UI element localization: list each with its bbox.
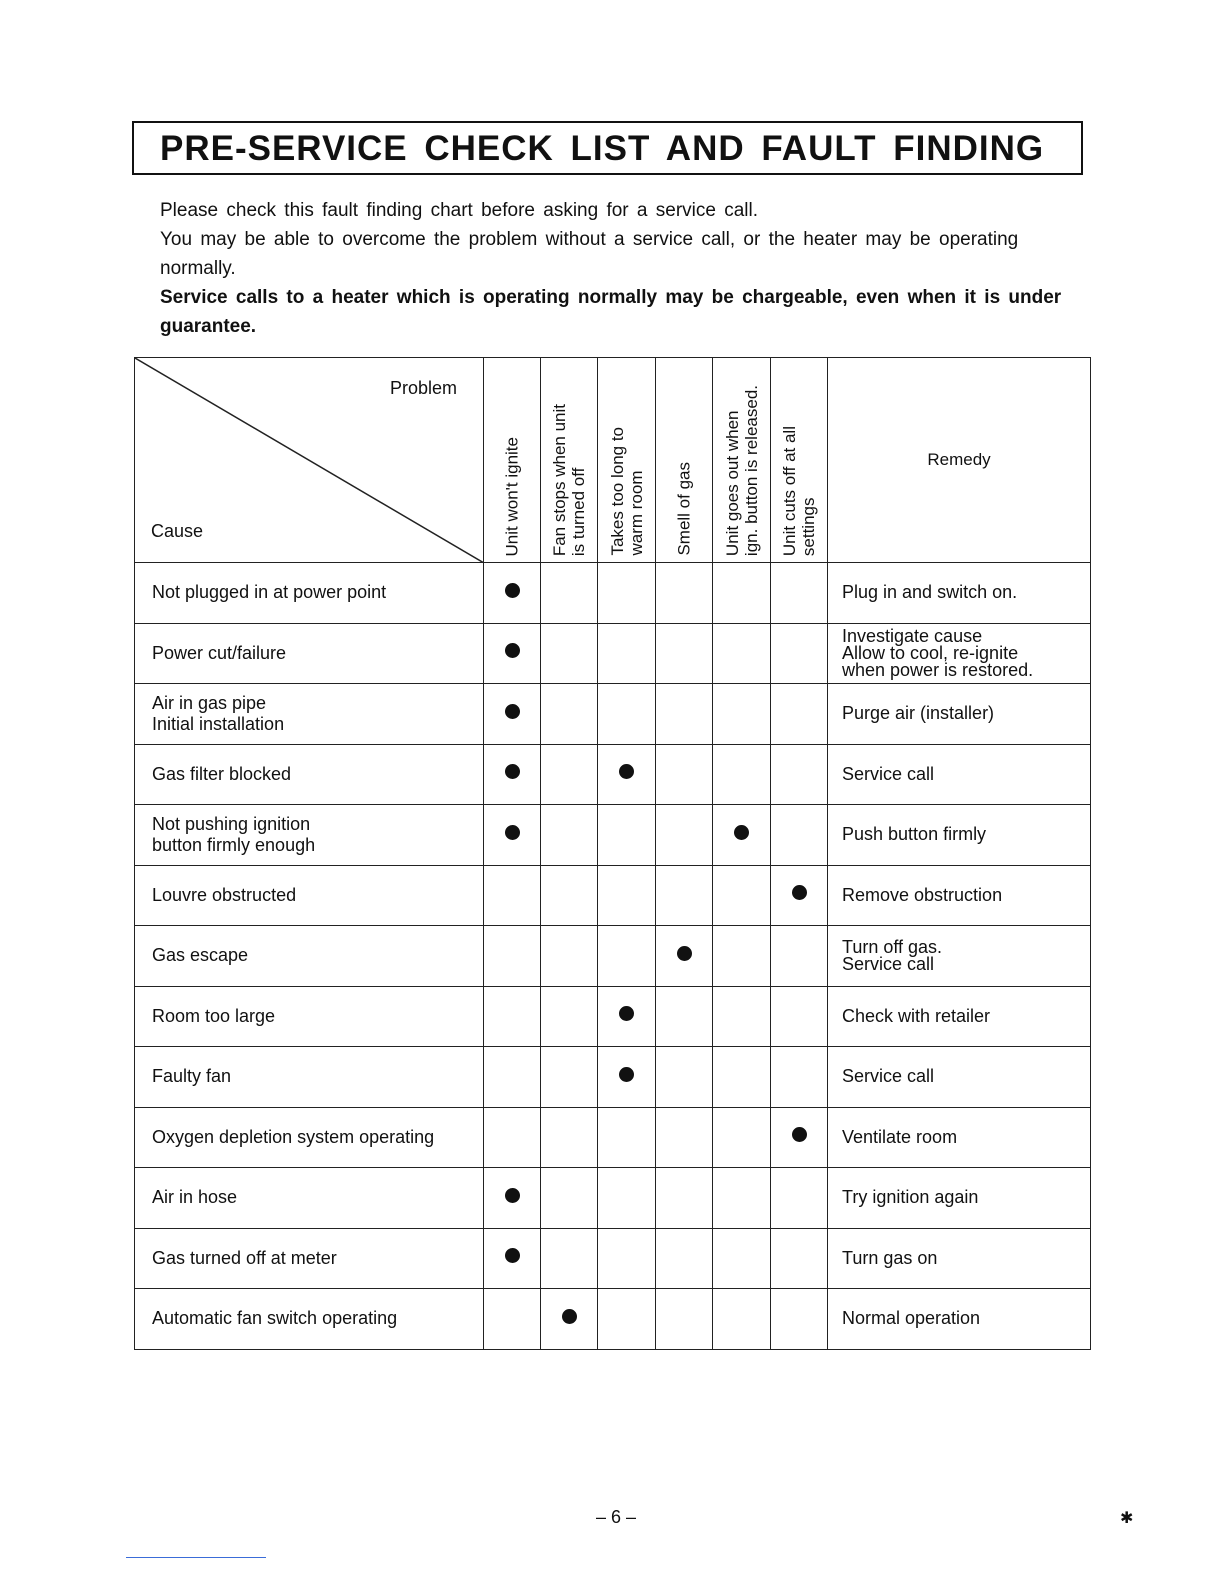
table-row xyxy=(135,865,1091,926)
mark-cell xyxy=(656,805,713,866)
mark-cell xyxy=(656,1289,713,1350)
cause-cell: Power cut/failure xyxy=(135,623,484,684)
mark-cell xyxy=(713,1228,771,1289)
table-row xyxy=(135,1289,1091,1350)
cause-cell: Air in hose xyxy=(135,1168,484,1229)
mark-cell xyxy=(598,1107,656,1168)
mark-cell xyxy=(713,926,771,987)
bullet-dot-icon xyxy=(677,946,692,961)
mark-cell xyxy=(598,926,656,987)
fault-finding-table xyxy=(134,357,1091,1350)
bullet-dot-icon xyxy=(505,643,520,658)
bullet-dot-icon xyxy=(734,825,749,840)
mark-cell xyxy=(541,684,598,745)
cause-cell: Not plugged in at power point xyxy=(135,563,484,624)
mark-cell xyxy=(484,1107,541,1168)
cause-cell: Air in gas pipe Initial installation xyxy=(135,684,484,745)
mark-cell xyxy=(656,1228,713,1289)
bullet-dot-icon xyxy=(505,583,520,598)
bullet-dot-icon xyxy=(505,1188,520,1203)
remedy-cell: Normal operation xyxy=(828,1289,1091,1350)
mark-cell xyxy=(484,805,541,866)
remedy-header: Remedy xyxy=(828,358,1091,563)
remedy-cell: Ventilate room xyxy=(828,1107,1091,1168)
remedy-cell: Turn gas on xyxy=(828,1228,1091,1289)
bullet-dot-icon xyxy=(505,1248,520,1263)
mark-cell xyxy=(656,986,713,1047)
problem-column-header xyxy=(598,358,656,563)
cause-cell: Gas turned off at meter xyxy=(135,1228,484,1289)
intro-text xyxy=(160,196,1088,341)
mark-cell xyxy=(771,1107,828,1168)
remedy-cell: Push button firmly xyxy=(828,805,1091,866)
mark-cell xyxy=(598,1228,656,1289)
mark-cell xyxy=(484,1228,541,1289)
mark-cell xyxy=(598,1047,656,1108)
problem-column-label: Unit goes out when ign. button is released. xyxy=(722,384,761,556)
table-row xyxy=(135,1228,1091,1289)
mark-cell xyxy=(771,926,828,987)
mark-cell xyxy=(771,1228,828,1289)
fault-table-body xyxy=(135,563,1091,1350)
scan-mark: ✱ xyxy=(1120,1510,1134,1527)
mark-cell xyxy=(771,744,828,805)
problem-column-header xyxy=(771,358,828,563)
mark-cell xyxy=(656,563,713,624)
bullet-dot-icon xyxy=(505,825,520,840)
mark-cell xyxy=(713,1107,771,1168)
mark-cell xyxy=(598,1289,656,1350)
mark-cell xyxy=(656,865,713,926)
mark-cell xyxy=(713,986,771,1047)
page-number: – 6 – xyxy=(596,1507,637,1527)
table-row xyxy=(135,563,1091,624)
problem-column-label: Fan stops when unit is turned off xyxy=(550,403,588,556)
mark-cell xyxy=(541,865,598,926)
mark-cell xyxy=(598,744,656,805)
remedy-cell: Plug in and switch on. xyxy=(828,563,1091,624)
mark-cell xyxy=(484,744,541,805)
mark-cell xyxy=(484,986,541,1047)
mark-cell xyxy=(598,986,656,1047)
mark-cell xyxy=(713,744,771,805)
bullet-dot-icon xyxy=(562,1309,577,1324)
mark-cell xyxy=(598,684,656,745)
table-row xyxy=(135,926,1091,987)
cause-label: Cause xyxy=(151,521,204,541)
mark-cell xyxy=(541,563,598,624)
mark-cell xyxy=(541,1047,598,1108)
table-row xyxy=(135,1107,1091,1168)
mark-cell xyxy=(713,1047,771,1108)
intro-line-1: Please check this fault finding chart before asking for a service call. xyxy=(160,200,759,221)
mark-cell xyxy=(484,865,541,926)
problem-column-label: Takes too long to warm room xyxy=(607,427,646,556)
cause-cell: Oxygen depletion system operating xyxy=(135,1107,484,1168)
mark-cell xyxy=(713,865,771,926)
problem-column-header xyxy=(656,358,713,563)
mark-cell xyxy=(484,926,541,987)
mark-cell xyxy=(656,744,713,805)
header-row xyxy=(135,358,1091,563)
mark-cell xyxy=(541,805,598,866)
bullet-dot-icon xyxy=(792,1127,807,1142)
mark-cell xyxy=(598,865,656,926)
mark-cell xyxy=(484,1047,541,1108)
mark-cell xyxy=(771,1047,828,1108)
mark-cell xyxy=(656,623,713,684)
mark-cell xyxy=(541,1107,598,1168)
mark-cell xyxy=(656,1107,713,1168)
mark-cell xyxy=(771,986,828,1047)
mark-cell xyxy=(484,1168,541,1229)
table-row xyxy=(135,805,1091,866)
remedy-cell: Service call xyxy=(828,744,1091,805)
mark-cell xyxy=(541,744,598,805)
remedy-cell: Turn off gas. Service call xyxy=(828,926,1091,987)
remedy-cell: Check with retailer xyxy=(828,986,1091,1047)
cause-cell: Gas filter blocked xyxy=(135,744,484,805)
table-row xyxy=(135,623,1091,684)
problem-column-header xyxy=(713,358,771,563)
problem-column-label: Unit cuts off at all settings xyxy=(780,425,818,556)
remedy-cell: Purge air (installer) xyxy=(828,684,1091,745)
mark-cell xyxy=(656,1047,713,1108)
mark-cell xyxy=(713,684,771,745)
cause-cell: Faulty fan xyxy=(135,1047,484,1108)
mark-cell xyxy=(541,623,598,684)
mark-cell xyxy=(771,1168,828,1229)
mark-cell xyxy=(656,684,713,745)
bullet-dot-icon xyxy=(505,704,520,719)
mark-cell xyxy=(484,684,541,745)
mark-cell xyxy=(541,1289,598,1350)
mark-cell xyxy=(771,623,828,684)
page-title: PRE-SERVICE CHECK LIST AND FAULT FINDING xyxy=(160,129,1045,168)
scan-underline xyxy=(126,1557,266,1558)
mark-cell xyxy=(713,1289,771,1350)
intro-warning: Service calls to a heater which is operating normally may be chargeable, even when it is under guarantee. xyxy=(160,287,1062,337)
cause-cell: Room too large xyxy=(135,986,484,1047)
mark-cell xyxy=(598,805,656,866)
cause-cell: Louvre obstructed xyxy=(135,865,484,926)
mark-cell xyxy=(598,623,656,684)
problem-column-label: Smell of gas xyxy=(674,462,694,556)
mark-cell xyxy=(656,926,713,987)
title-box xyxy=(132,121,1083,175)
remedy-cell: Investigate cause Allow to cool, re-ignite when power is restored. xyxy=(828,623,1091,684)
remedy-cell: Try ignition again xyxy=(828,1168,1091,1229)
bullet-dot-icon xyxy=(792,885,807,900)
mark-cell xyxy=(484,1289,541,1350)
mark-cell xyxy=(484,623,541,684)
bullet-dot-icon xyxy=(619,764,634,779)
mark-cell xyxy=(713,805,771,866)
problem-column-label: Unit won't ignite xyxy=(502,436,522,556)
problem-label: Problem xyxy=(389,378,457,398)
mark-cell xyxy=(771,1289,828,1350)
mark-cell xyxy=(541,1168,598,1229)
cause-cell: Automatic fan switch operating xyxy=(135,1289,484,1350)
remedy-cell: Service call xyxy=(828,1047,1091,1108)
bullet-dot-icon xyxy=(619,1067,634,1082)
table-row xyxy=(135,1168,1091,1229)
mark-cell xyxy=(771,563,828,624)
remedy-cell: Remove obstruction xyxy=(828,865,1091,926)
bullet-dot-icon xyxy=(619,1006,634,1021)
mark-cell xyxy=(484,563,541,624)
problem-cause-header xyxy=(135,358,484,563)
mark-cell xyxy=(598,563,656,624)
cause-cell: Not pushing ignition button firmly enough xyxy=(135,805,484,866)
table-row xyxy=(135,684,1091,745)
mark-cell xyxy=(713,623,771,684)
intro-line-2: You may be able to overcome the problem without a service call, or the heater may be operating normally. xyxy=(160,229,1019,279)
table-row xyxy=(135,1047,1091,1108)
mark-cell xyxy=(771,865,828,926)
problem-column-header xyxy=(484,358,541,563)
mark-cell xyxy=(541,986,598,1047)
cause-cell: Gas escape xyxy=(135,926,484,987)
mark-cell xyxy=(771,805,828,866)
mark-cell xyxy=(713,563,771,624)
mark-cell xyxy=(771,684,828,745)
mark-cell xyxy=(598,1168,656,1229)
mark-cell xyxy=(541,926,598,987)
mark-cell xyxy=(713,1168,771,1229)
mark-cell xyxy=(541,1228,598,1289)
table-row xyxy=(135,744,1091,805)
problem-column-header xyxy=(541,358,598,563)
table-row xyxy=(135,986,1091,1047)
mark-cell xyxy=(656,1168,713,1229)
bullet-dot-icon xyxy=(505,764,520,779)
